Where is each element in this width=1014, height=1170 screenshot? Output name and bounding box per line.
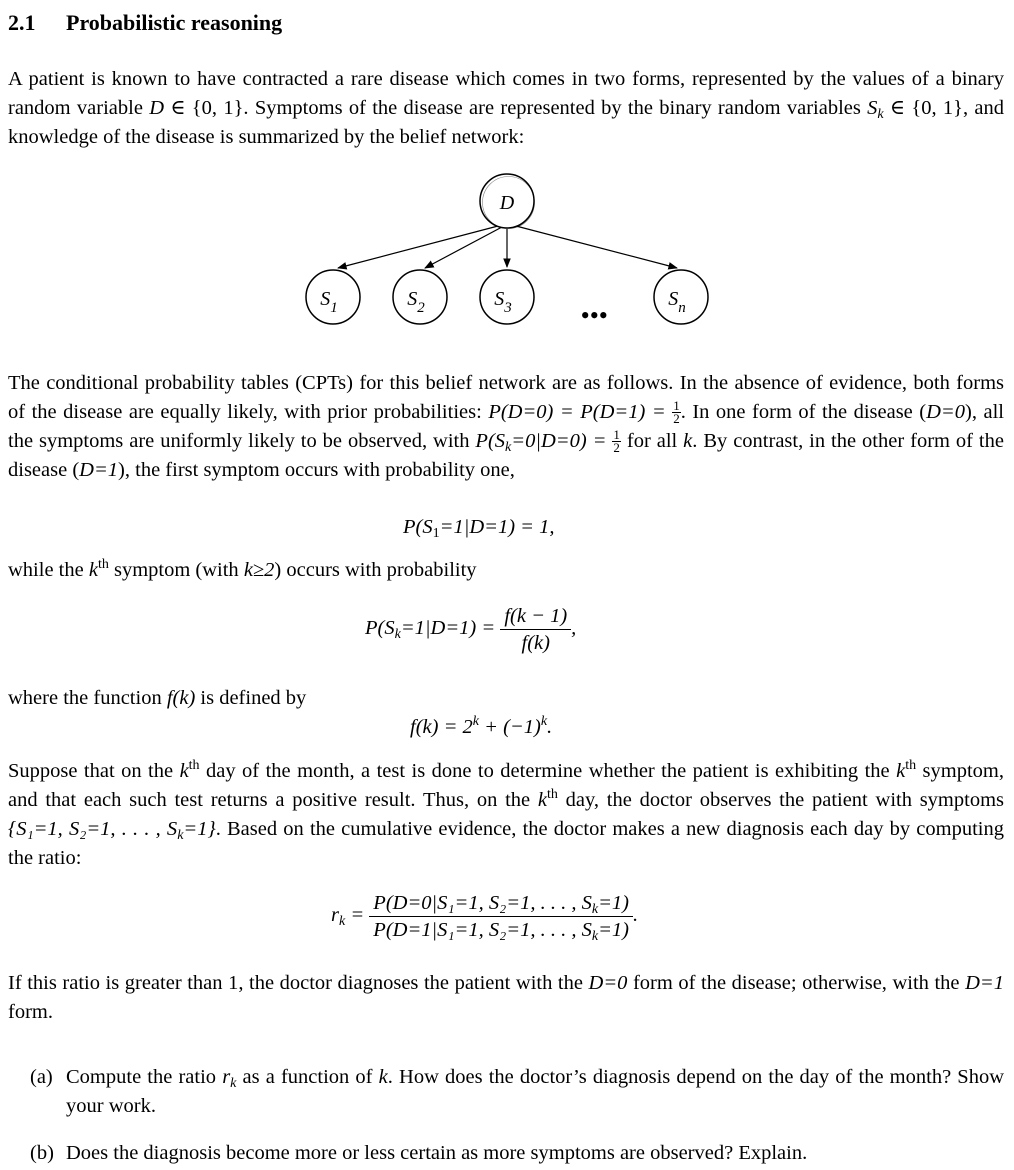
eq4-num-text: P(D=0|S₁=1, S₂=1, . . . , S xyxy=(373,892,592,914)
suppose-set-end: =1} xyxy=(183,818,216,840)
node-sn-base: S xyxy=(668,288,679,310)
cpt-text-c: ), all the symptoms are uniformly likely to be observed, with xyxy=(8,401,1004,452)
suppose-k1: k xyxy=(179,760,189,782)
suppose-k3: k xyxy=(537,789,547,811)
cpt-cond-expr-2: =0|D=0) = xyxy=(511,430,613,452)
node-s1-sub: 1 xyxy=(330,300,338,316)
question-a-text xyxy=(66,1063,1004,1121)
eq3-lhs: f(k) = 2 xyxy=(410,716,473,738)
eq2-fraction xyxy=(500,603,571,656)
where-func: f(k) xyxy=(166,687,196,709)
edges xyxy=(338,226,677,268)
while-text-a: while the xyxy=(8,559,89,581)
cpt-text-e: . By contrast, in the other form of the disease ( xyxy=(8,430,1004,481)
eq2-numerator: f(k − 1) xyxy=(500,603,571,630)
eq2-lhs: P(S xyxy=(365,617,395,640)
node-d-label: D xyxy=(499,192,515,214)
cpt-text-b: . In one form of the disease ( xyxy=(680,401,927,423)
where-text-b: is defined by xyxy=(195,687,307,709)
section-title: Probabilistic reasoning xyxy=(66,10,283,35)
section-heading xyxy=(8,8,1004,38)
belief-network-diagram xyxy=(0,165,1014,340)
cpt-d0: D=0 xyxy=(926,401,966,423)
while-var-k: k xyxy=(88,559,98,581)
while-text-c: ) occurs with probability xyxy=(274,559,477,581)
node-s3 xyxy=(480,270,534,324)
eq4-num-end: =1) xyxy=(598,892,629,914)
cpt-paragraph xyxy=(8,369,1004,485)
while-th: th xyxy=(97,557,109,572)
intro-var-d: D xyxy=(149,97,165,119)
half-den-2: 2 xyxy=(613,440,620,455)
node-s2 xyxy=(393,270,447,324)
suppose-set-sub: k xyxy=(177,828,184,843)
qa-var-r-sub: k xyxy=(230,1076,237,1091)
ratio-text-c: form. xyxy=(8,1001,53,1023)
cpt-text-a: The conditional probability tables (CPTs) for this belief network are as follows. In the absence of evidence, both forms of the disease are equally likely, with prior probabilities: xyxy=(8,372,1004,423)
half-num-2: 1 xyxy=(613,427,620,442)
suppose-th1: th xyxy=(188,758,200,773)
cpt-cond-sub: k xyxy=(505,440,512,455)
question-b-text: Does the diagnosis become more or less certain as more symptoms are observed? Explain. xyxy=(66,1142,808,1164)
cpt-half-fraction-1 xyxy=(672,400,681,425)
qa-text-c: . How does the doctor’s diagnosis depend on the day of the month? Show your work. xyxy=(66,1066,1005,1117)
question-a xyxy=(30,1063,1004,1121)
node-s3-sub: 3 xyxy=(504,300,512,316)
while-text-b: symptom (with xyxy=(108,559,244,581)
edge-d-s1 xyxy=(338,226,498,268)
edge-d-sn xyxy=(516,226,677,268)
eq1-sub: 1 xyxy=(432,526,440,541)
question-b xyxy=(30,1139,1004,1168)
node-d xyxy=(480,174,535,229)
equation-3 xyxy=(410,713,552,742)
node-s1-base: S xyxy=(320,288,331,310)
where-line xyxy=(8,684,1004,713)
cpt-var-k: k xyxy=(683,430,693,452)
eq3-tail: . xyxy=(547,716,553,738)
edge-d-s2 xyxy=(425,227,502,268)
ratio-text-b: form of the disease; otherwise, with the xyxy=(627,972,966,994)
eq4-tail: . xyxy=(632,904,639,927)
eq4-den-sub: k xyxy=(591,929,599,944)
suppose-text-c: symptom, and that each such test returns a positive result. Thus, on the xyxy=(8,760,1004,811)
ratio-paragraph xyxy=(8,969,1004,1027)
suppose-paragraph xyxy=(8,757,1004,873)
half-num-1: 1 xyxy=(673,398,680,413)
intro-text-1: A patient is known to have contracted a rare disease which comes in two forms, represented by the values of a binary random variable xyxy=(8,68,1004,119)
suppose-text-e: . Based on the cumulative evidence, the doctor makes a new diagnosis each day by computing the ratio: xyxy=(8,818,1004,869)
cpt-d1: D=1 xyxy=(79,459,119,481)
eq4-num-sub: k xyxy=(591,902,599,917)
eq2-denominator: f(k) xyxy=(521,632,550,654)
intro-text-2: ∈ {0, 1}. Symptoms of the disease are represented by the binary random variables xyxy=(164,97,868,119)
while-line xyxy=(8,556,1004,585)
eq3-mid: + (−1) xyxy=(479,716,541,738)
eq4-fraction xyxy=(369,890,633,943)
suppose-th3: th xyxy=(546,787,558,802)
equation-2 xyxy=(365,603,576,656)
suppose-text-b: day of the month, a test is done to determine whether the patient is exhibiting the xyxy=(199,760,897,782)
node-sn xyxy=(654,270,708,324)
node-s3-base: S xyxy=(494,288,505,310)
where-text-a: where the function xyxy=(8,687,167,709)
suppose-text-a: Suppose that on the xyxy=(8,760,180,782)
cpt-prior-expr: P(D=0) = P(D=1) = xyxy=(488,401,673,423)
question-b-label: (b) xyxy=(30,1142,54,1164)
suppose-k2: k xyxy=(896,760,906,782)
qa-var-k: k xyxy=(378,1066,388,1088)
node-s1 xyxy=(306,270,360,324)
while-cond: k≥2 xyxy=(243,559,275,581)
eq4-denominator xyxy=(369,917,633,943)
intro-var-s: S xyxy=(867,97,878,119)
eq3-exp1: k xyxy=(472,714,479,729)
qa-text-b: as a function of xyxy=(236,1066,379,1088)
eq4-den-end: =1) xyxy=(598,919,629,941)
eq2-mid: =1|D=1) = xyxy=(400,617,501,640)
eq4-lhs: r xyxy=(331,904,339,927)
ratio-d0: D=0 xyxy=(588,972,628,994)
intro-text-3: ∈ {0, 1}, and knowledge of the disease is summarized by the belief network: xyxy=(8,97,1005,148)
eq2-sub: k xyxy=(394,627,401,643)
ratio-d1: D=1 xyxy=(965,972,1004,994)
cpt-cond-expr: P(S xyxy=(475,430,506,452)
section-number: 2.1 xyxy=(8,10,36,35)
question-a-label: (a) xyxy=(30,1066,53,1088)
intro-paragraph xyxy=(8,65,1004,152)
eq4-numerator xyxy=(369,890,633,917)
suppose-th2: th xyxy=(905,758,917,773)
equation-4 xyxy=(331,890,638,943)
suppose-text-d: day, the doctor observes the patient with symptoms xyxy=(557,789,1004,811)
node-s2-sub: 2 xyxy=(417,300,425,316)
intro-sub-k: k xyxy=(877,107,884,122)
equation-1 xyxy=(403,513,555,542)
node-sn-sub: n xyxy=(678,300,686,316)
ratio-text-a: If this ratio is greater than 1, the doctor diagnoses the patient with the xyxy=(8,972,589,994)
eq1-lhs: P(S xyxy=(403,516,433,538)
eq4-equals: = xyxy=(345,904,370,927)
eq1-rhs: =1|D=1) = 1, xyxy=(439,516,555,538)
cpt-text-d: for all xyxy=(620,430,684,452)
cpt-text-f: ), the first symptom occurs with probability one, xyxy=(118,459,515,481)
half-den-1: 2 xyxy=(673,411,680,426)
eq3-exp2: k xyxy=(540,714,548,729)
diagram-ellipsis: ••• xyxy=(580,301,608,330)
eq2-tail: , xyxy=(571,617,577,640)
suppose-set: {S₁=1, S₂=1, . . . , S xyxy=(8,818,178,840)
cpt-half-fraction-2 xyxy=(612,429,621,454)
eq4-lhs-sub: k xyxy=(338,914,346,930)
qa-text-a: Compute the ratio xyxy=(66,1066,223,1088)
qa-var-r: r xyxy=(222,1066,231,1088)
eq4-den-text: P(D=1|S₁=1, S₂=1, . . . , S xyxy=(373,919,592,941)
node-s2-base: S xyxy=(407,288,418,310)
